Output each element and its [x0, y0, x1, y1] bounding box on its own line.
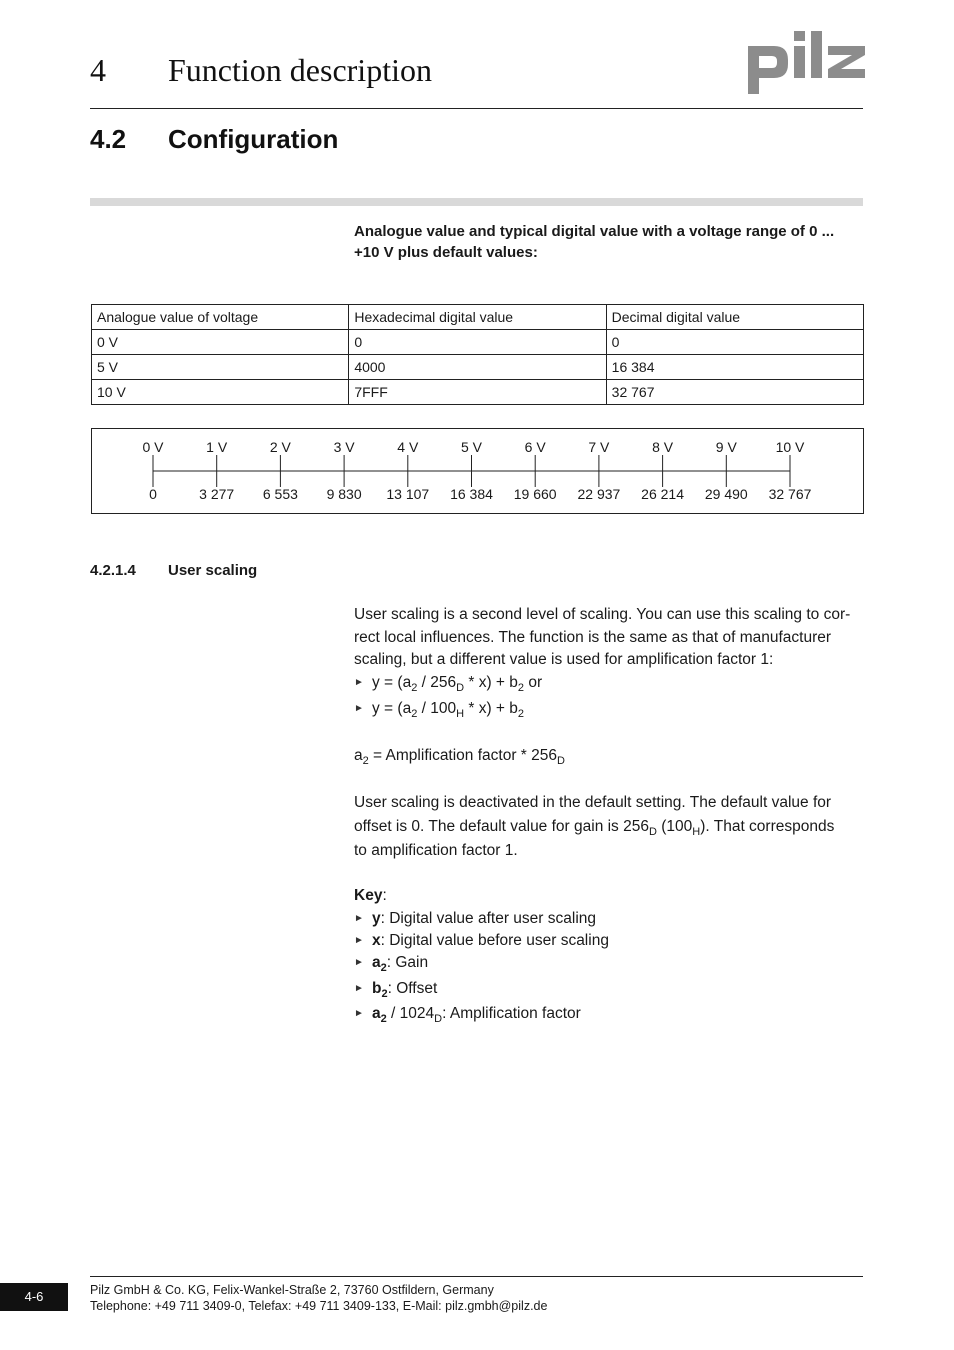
- table-row: [92, 330, 864, 355]
- key-item: [354, 1003, 581, 1025]
- page-number: 4-6: [0, 1283, 68, 1311]
- paragraph-line: User scaling is a second level of scaling. You can use this scaling to cor-: [354, 606, 851, 623]
- voltage-scale-diagram: [91, 428, 864, 514]
- paragraph-line: offset is 0. The default value for gain is $256_D$ $(100_H)$. That corresponds: [354, 817, 835, 838]
- paragraph-line: scaling, but a different value is used for amplification factor 1:: [354, 651, 774, 668]
- section-divider-bar: [90, 198, 863, 206]
- formula-item: [354, 698, 524, 720]
- table-cell: 16 384: [606, 355, 863, 380]
- bullet-arrow-icon: ►: [354, 1008, 364, 1019]
- user-scaling-paragraph: [354, 604, 864, 672]
- table-cell: 10 V: [92, 380, 349, 405]
- voltage-tick-label: 9 V: [715, 439, 737, 455]
- voltage-tick-label: 3 V: [333, 439, 355, 455]
- pilz-logo: [748, 28, 866, 94]
- key-item: [354, 908, 596, 930]
- voltage-tick-label: 0 V: [142, 439, 164, 455]
- a2-definition: $a_2$ = Amplification factor * $256_D$: [354, 747, 565, 767]
- digital-tick-label: 29 490: [704, 486, 748, 502]
- digital-tick-label: 9 830: [326, 486, 362, 502]
- key-term: $b_2$: [372, 980, 388, 1000]
- footer-rule: [90, 1276, 863, 1277]
- key-desc: : Gain: [386, 954, 429, 971]
- table-cell: 0 V: [92, 330, 349, 355]
- digital-tick-label: 22 937: [577, 486, 621, 502]
- header-rule: [90, 108, 863, 109]
- table-cell: 5 V: [92, 355, 349, 380]
- footer-address: Pilz GmbH & Co. KG, Felix-Wankel-Straße 2, 73760 Ostfildern, Germany: [90, 1283, 494, 1297]
- key-term: $a_2$: [372, 954, 387, 974]
- table-header-row: [92, 305, 864, 330]
- bullet-arrow-icon: ►: [354, 957, 364, 968]
- key-term: x: [372, 932, 381, 949]
- voltage-tick-label: 6 V: [524, 439, 546, 455]
- digital-tick-label: 16 384: [450, 486, 493, 502]
- table-header-cell: Analogue value of voltage: [92, 305, 349, 330]
- table-cell: 0: [606, 330, 863, 355]
- voltage-tick-label: 5 V: [460, 439, 483, 455]
- key-label: Key: [354, 887, 383, 904]
- voltage-tick-label: 8 V: [652, 439, 674, 455]
- table-cell: 7FFF: [349, 380, 606, 405]
- key-term: $a_2$: [372, 1005, 387, 1025]
- digital-tick-label: 13 107: [386, 486, 430, 502]
- paragraph-line: User scaling is deactivated in the default setting. The default value for: [354, 794, 832, 811]
- voltage-tick-label: 4 V: [397, 439, 419, 455]
- key-item: [354, 952, 428, 974]
- key-desc: : Digital value before user scaling: [380, 932, 609, 949]
- key-desc: : Digital value after user scaling: [380, 910, 597, 927]
- table-cell: 32 767: [606, 380, 863, 405]
- values-table: [91, 304, 864, 405]
- paragraph-line: to amplification factor 1.: [354, 842, 518, 859]
- table-row: [92, 380, 864, 405]
- digital-tick-label: 0: [149, 486, 157, 502]
- footer-contact: Telephone: +49 711 3409-0, Telefax: +49 711 3409-133, E-Mail: pilz.gmbh@pilz.de: [90, 1299, 548, 1313]
- subsection-title: User scaling: [168, 562, 258, 579]
- formula-item: [354, 672, 542, 694]
- section-number: 4.2: [90, 124, 127, 154]
- paragraph-line: rect local influences. The function is the same as that of manufacturer: [354, 628, 832, 646]
- digital-tick-label: 26 214: [641, 486, 685, 502]
- digital-tick-label: 19 660: [513, 486, 557, 502]
- bullet-arrow-icon: ►: [354, 983, 364, 994]
- digital-tick-label: 32 767: [768, 486, 812, 502]
- voltage-tick-label: 10 V: [775, 439, 805, 455]
- key-heading: Key:: [354, 887, 387, 904]
- key-desc: : Offset: [387, 980, 438, 997]
- chapter-title: Function description: [168, 52, 432, 88]
- key-item: [354, 930, 609, 952]
- table-cell: 4000: [349, 355, 606, 380]
- bullet-arrow-icon: ►: [354, 703, 364, 714]
- key-term: y: [372, 910, 381, 927]
- intro-heading: Analogue value and typical digital value with a voltage range of 0 ... +10 V plus default values:: [354, 223, 835, 261]
- subsection-number: 4.2.1.4: [90, 562, 136, 579]
- table-header-cell: Hexadecimal digital value: [349, 305, 606, 330]
- voltage-tick-label: 2 V: [269, 439, 291, 455]
- table-row: [92, 355, 864, 380]
- section-title: Configuration: [168, 124, 339, 154]
- voltage-tick-label: 1 V: [206, 439, 228, 455]
- formula-2: $y = (a_2 / 100_H * x) + b_2$: [372, 700, 525, 720]
- bullet-arrow-icon: ►: [354, 913, 364, 924]
- table-header-cell: Decimal digital value: [606, 305, 863, 330]
- bullet-arrow-icon: ►: [354, 677, 364, 688]
- voltage-tick-label: 7 V: [588, 439, 610, 455]
- formula-1: $y = (a_2 / 256_D * x) + b_2$ or: [372, 674, 543, 694]
- key-item: [354, 978, 437, 1000]
- table-cell: 0: [349, 330, 606, 355]
- digital-tick-label: 3 277: [199, 486, 235, 502]
- digital-tick-label: 6 553: [262, 486, 298, 502]
- chapter-number: 4: [90, 52, 106, 88]
- key-desc: / $1024_D$: Amplification factor: [386, 1005, 581, 1025]
- default-setting-paragraph: [354, 792, 864, 863]
- bullet-arrow-icon: ►: [354, 935, 364, 946]
